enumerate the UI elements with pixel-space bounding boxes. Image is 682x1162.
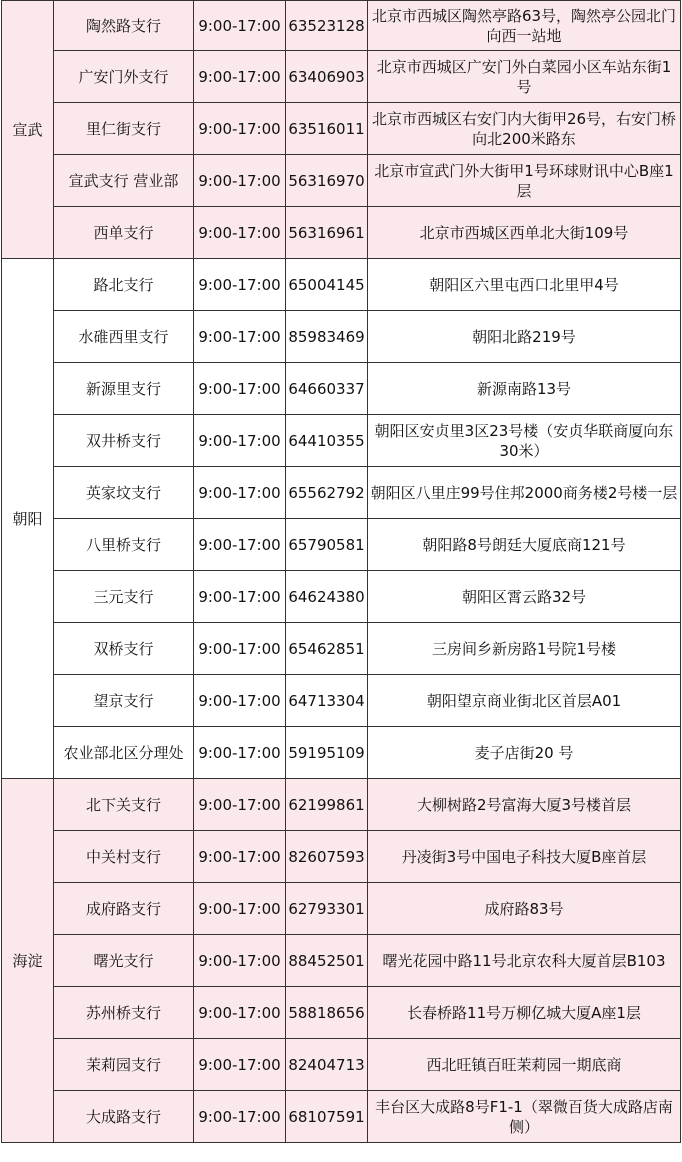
table-row — [2, 727, 681, 779]
table-row — [2, 103, 681, 155]
branch-name-cell: 宣武支行 营业部 — [54, 155, 194, 207]
table-row — [2, 207, 681, 259]
branch-name-cell: 成府路支行 — [54, 883, 194, 935]
table-row — [2, 155, 681, 207]
phone-cell: 65790581 — [286, 519, 368, 571]
table-row — [2, 311, 681, 363]
hours-cell: 9:00-17:00 — [194, 51, 286, 103]
branch-name-cell: 双桥支行 — [54, 623, 194, 675]
hours-cell: 9:00-17:00 — [194, 207, 286, 259]
phone-cell: 64713304 — [286, 675, 368, 727]
phone-cell: 65462851 — [286, 623, 368, 675]
branch-name-cell: 农业部北区分理处 — [54, 727, 194, 779]
address-cell: 朝阳望京商业街北区首层A01 — [368, 675, 681, 727]
branch-name-cell: 八里桥支行 — [54, 519, 194, 571]
phone-cell: 63406903 — [286, 51, 368, 103]
hours-cell: 9:00-17:00 — [194, 1091, 286, 1143]
hours-cell: 9:00-17:00 — [194, 883, 286, 935]
phone-cell: 85983469 — [286, 311, 368, 363]
hours-cell: 9:00-17:00 — [194, 311, 286, 363]
address-cell: 朝阳区六里屯西口北里甲4号 — [368, 259, 681, 311]
hours-cell: 9:00-17:00 — [194, 363, 286, 415]
address-cell: 北京市西城区西单北大街109号 — [368, 207, 681, 259]
phone-cell: 65562792 — [286, 467, 368, 519]
hours-cell: 9:00-17:00 — [194, 259, 286, 311]
table-row — [2, 1039, 681, 1091]
address-cell: 北京市西城区右安门内大街甲26号，右安门桥向北200米路东 — [368, 103, 681, 155]
phone-cell: 68107591 — [286, 1091, 368, 1143]
phone-cell: 64624380 — [286, 571, 368, 623]
table-row — [2, 571, 681, 623]
branch-name-cell: 曙光支行 — [54, 935, 194, 987]
branch-name-cell: 望京支行 — [54, 675, 194, 727]
table-row — [2, 623, 681, 675]
address-cell: 朝阳区安贞里3区23号楼（安贞华联商厦向东30米） — [368, 415, 681, 467]
branch-name-cell: 路北支行 — [54, 259, 194, 311]
phone-cell: 62793301 — [286, 883, 368, 935]
hours-cell: 9:00-17:00 — [194, 831, 286, 883]
phone-cell: 59195109 — [286, 727, 368, 779]
branch-name-cell: 里仁街支行 — [54, 103, 194, 155]
hours-cell: 9:00-17:00 — [194, 415, 286, 467]
hours-cell: 9:00-17:00 — [194, 675, 286, 727]
table-row — [2, 415, 681, 467]
district-cell: 朝阳 — [2, 259, 54, 779]
hours-cell: 9:00-17:00 — [194, 467, 286, 519]
hours-cell: 9:00-17:00 — [194, 727, 286, 779]
table-row — [2, 1, 681, 51]
hours-cell: 9:00-17:00 — [194, 519, 286, 571]
hours-cell: 9:00-17:00 — [194, 623, 286, 675]
branch-name-cell: 英家坟支行 — [54, 467, 194, 519]
phone-cell: 63523128 — [286, 1, 368, 51]
branch-table-body — [2, 1, 681, 1143]
branch-table — [1, 0, 681, 1143]
address-cell: 朝阳区八里庄99号住邦2000商务楼2号楼一层 — [368, 467, 681, 519]
phone-cell: 82607593 — [286, 831, 368, 883]
address-cell: 成府路83号 — [368, 883, 681, 935]
hours-cell: 9:00-17:00 — [194, 103, 286, 155]
table-row — [2, 831, 681, 883]
branch-name-cell: 三元支行 — [54, 571, 194, 623]
phone-cell: 64660337 — [286, 363, 368, 415]
district-cell: 宣武 — [2, 1, 54, 259]
address-cell: 麦子店街20 号 — [368, 727, 681, 779]
table-row — [2, 51, 681, 103]
phone-cell: 56316961 — [286, 207, 368, 259]
branch-name-cell: 北下关支行 — [54, 779, 194, 831]
phone-cell: 63516011 — [286, 103, 368, 155]
address-cell: 朝阳区霄云路32号 — [368, 571, 681, 623]
hours-cell: 9:00-17:00 — [194, 935, 286, 987]
table-row — [2, 779, 681, 831]
address-cell: 丹凌街3号中国电子科技大厦B座首层 — [368, 831, 681, 883]
branch-name-cell: 广安门外支行 — [54, 51, 194, 103]
table-row — [2, 987, 681, 1039]
hours-cell: 9:00-17:00 — [194, 1, 286, 51]
hours-cell: 9:00-17:00 — [194, 779, 286, 831]
address-cell: 长春桥路11号万柳亿城大厦A座1层 — [368, 987, 681, 1039]
phone-cell: 65004145 — [286, 259, 368, 311]
branch-name-cell: 水碓西里支行 — [54, 311, 194, 363]
branch-name-cell: 双井桥支行 — [54, 415, 194, 467]
hours-cell: 9:00-17:00 — [194, 155, 286, 207]
phone-cell: 62199861 — [286, 779, 368, 831]
hours-cell: 9:00-17:00 — [194, 987, 286, 1039]
address-cell: 朝阳北路219号 — [368, 311, 681, 363]
branch-name-cell: 陶然路支行 — [54, 1, 194, 51]
table-row — [2, 1091, 681, 1143]
hours-cell: 9:00-17:00 — [194, 1039, 286, 1091]
branch-name-cell: 中关村支行 — [54, 831, 194, 883]
branch-name-cell: 新源里支行 — [54, 363, 194, 415]
branch-name-cell: 茉莉园支行 — [54, 1039, 194, 1091]
address-cell: 大柳树路2号富海大厦3号楼首层 — [368, 779, 681, 831]
address-cell: 北京市宣武门外大街甲1号环球财讯中心B座1层 — [368, 155, 681, 207]
branch-name-cell: 苏州桥支行 — [54, 987, 194, 1039]
phone-cell: 82404713 — [286, 1039, 368, 1091]
hours-cell: 9:00-17:00 — [194, 571, 286, 623]
branch-name-cell: 西单支行 — [54, 207, 194, 259]
phone-cell: 64410355 — [286, 415, 368, 467]
address-cell: 北京市西城区广安门外白菜园小区车站东街1号 — [368, 51, 681, 103]
district-cell: 海淀 — [2, 779, 54, 1143]
table-row — [2, 883, 681, 935]
table-row — [2, 363, 681, 415]
phone-cell: 88452501 — [286, 935, 368, 987]
table-row — [2, 935, 681, 987]
table-row — [2, 519, 681, 571]
table-row — [2, 675, 681, 727]
address-cell: 西北旺镇百旺茉莉园一期底商 — [368, 1039, 681, 1091]
address-cell: 曙光花园中路11号北京农科大厦首层B103 — [368, 935, 681, 987]
table-row — [2, 467, 681, 519]
phone-cell: 58818656 — [286, 987, 368, 1039]
branch-name-cell: 大成路支行 — [54, 1091, 194, 1143]
table-row — [2, 259, 681, 311]
address-cell: 三房间乡新房路1号院1号楼 — [368, 623, 681, 675]
address-cell: 新源南路13号 — [368, 363, 681, 415]
address-cell: 丰台区大成路8号F1-1（翠微百货大成路店南侧） — [368, 1091, 681, 1143]
phone-cell: 56316970 — [286, 155, 368, 207]
address-cell: 北京市西城区陶然亭路63号，陶然亭公园北门向西一站地 — [368, 1, 681, 51]
address-cell: 朝阳路8号朗廷大厦底商121号 — [368, 519, 681, 571]
